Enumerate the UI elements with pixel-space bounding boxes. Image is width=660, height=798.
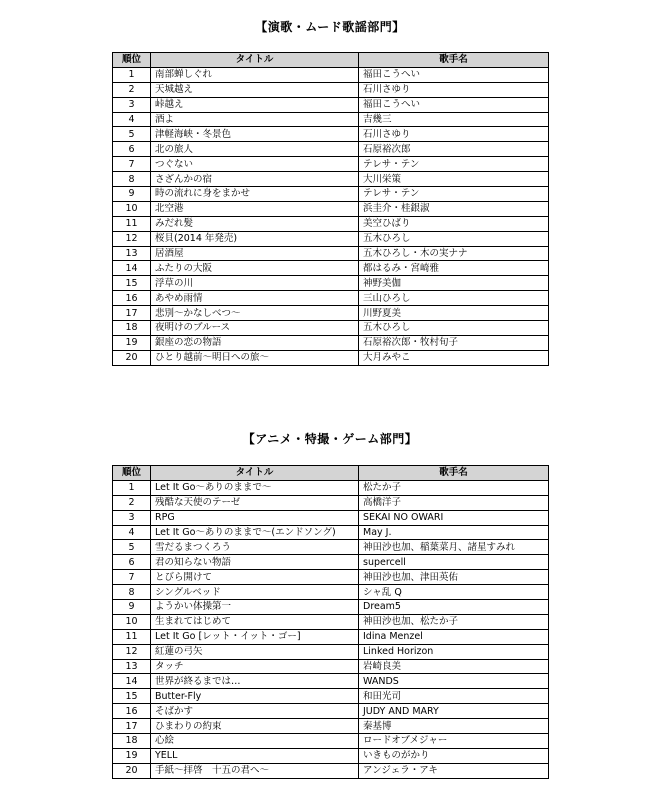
table-row: [113, 555, 549, 570]
song-title-cell: Butter-Fly: [151, 689, 359, 704]
song-title-cell: 残酷な天使のテーゼ: [151, 495, 359, 510]
song-title-cell: Let It Go～ありのままで～(エンドソング): [151, 525, 359, 540]
table-row: [113, 719, 549, 734]
song-title-cell: ひとり越前～明日への旅～: [151, 350, 359, 365]
artist-name-cell: 美空ひばり: [359, 216, 549, 231]
song-title-cell: ふたりの大阪: [151, 261, 359, 276]
artist-name-cell: 五木ひろし・木の実ナナ: [359, 246, 549, 261]
artist-name-cell: シャ乱 Q: [359, 585, 549, 600]
table-row: [113, 734, 549, 749]
header-title: タイトル: [151, 466, 359, 481]
artist-name-cell: 岩崎良美: [359, 659, 549, 674]
rank-cell: 7: [113, 570, 151, 585]
rank-cell: 16: [113, 704, 151, 719]
table-row: [113, 231, 549, 246]
artist-name-cell: 松たか子: [359, 480, 549, 495]
song-title-cell: タッチ: [151, 659, 359, 674]
table-row: [113, 495, 549, 510]
rank-cell: 10: [113, 614, 151, 629]
rank-cell: 15: [113, 276, 151, 291]
ranking-table-enka: [112, 52, 549, 366]
rank-cell: 9: [113, 600, 151, 615]
song-title-cell: 心絵: [151, 734, 359, 749]
table-row: [113, 276, 549, 291]
rank-cell: 17: [113, 719, 151, 734]
rank-cell: 13: [113, 246, 151, 261]
song-title-cell: そばかす: [151, 704, 359, 719]
table-row: [113, 97, 549, 112]
table-row: [113, 321, 549, 336]
table-row: [113, 689, 549, 704]
song-title-cell: とびら開けて: [151, 570, 359, 585]
header-rank: 順位: [113, 466, 151, 481]
artist-name-cell: Dream5: [359, 600, 549, 615]
rank-cell: 1: [113, 480, 151, 495]
rank-cell: 4: [113, 525, 151, 540]
artist-name-cell: 石原裕次郎: [359, 142, 549, 157]
rank-cell: 18: [113, 321, 151, 336]
rank-cell: 4: [113, 112, 151, 127]
rank-cell: 12: [113, 231, 151, 246]
artist-name-cell: 都はるみ・宮崎雅: [359, 261, 549, 276]
artist-name-cell: いきものがかり: [359, 748, 549, 763]
rank-cell: 13: [113, 659, 151, 674]
song-title-cell: つぐない: [151, 157, 359, 172]
song-title-cell: 酒よ: [151, 112, 359, 127]
artist-name-cell: テレサ・テン: [359, 157, 549, 172]
rank-cell: 3: [113, 97, 151, 112]
artist-name-cell: Idina Menzel: [359, 629, 549, 644]
header-artist: 歌手名: [359, 53, 549, 68]
song-title-cell: 生まれてはじめて: [151, 614, 359, 629]
artist-name-cell: 三山ひろし: [359, 291, 549, 306]
song-title-cell: 桜貝(2014 年発売): [151, 231, 359, 246]
artist-name-cell: 高橋洋子: [359, 495, 549, 510]
artist-name-cell: ロードオブメジャー: [359, 734, 549, 749]
table-row: [113, 644, 549, 659]
artist-name-cell: 石川さゆり: [359, 82, 549, 97]
artist-name-cell: 吉幾三: [359, 112, 549, 127]
table-row: [113, 600, 549, 615]
artist-name-cell: 大川栄策: [359, 172, 549, 187]
table-row: [113, 480, 549, 495]
table-header-row: [113, 466, 549, 481]
rank-cell: 6: [113, 142, 151, 157]
rank-cell: 20: [113, 350, 151, 365]
song-title-cell: 銀座の恋の物語: [151, 335, 359, 350]
song-title-cell: 天城越え: [151, 82, 359, 97]
artist-name-cell: May J.: [359, 525, 549, 540]
section-title-enka: 【演歌・ムード歌謡部門】: [255, 20, 405, 34]
table-row: [113, 674, 549, 689]
table-body-enka: [113, 67, 549, 365]
artist-name-cell: WANDS: [359, 674, 549, 689]
header-title: タイトル: [151, 53, 359, 68]
rank-cell: 20: [113, 763, 151, 778]
table-row: [113, 525, 549, 540]
table-row: [113, 172, 549, 187]
rank-cell: 6: [113, 555, 151, 570]
rank-cell: 2: [113, 495, 151, 510]
rank-cell: 17: [113, 306, 151, 321]
rank-cell: 1: [113, 67, 151, 82]
table-row: [113, 570, 549, 585]
rank-cell: 14: [113, 674, 151, 689]
song-title-cell: 北空港: [151, 201, 359, 216]
artist-name-cell: 福田こうへい: [359, 97, 549, 112]
table-row: [113, 763, 549, 778]
song-title-cell: 南部蝉しぐれ: [151, 67, 359, 82]
table-row: [113, 112, 549, 127]
artist-name-cell: supercell: [359, 555, 549, 570]
song-title-cell: ひまわりの約束: [151, 719, 359, 734]
rank-cell: 5: [113, 540, 151, 555]
song-title-cell: あやめ雨情: [151, 291, 359, 306]
song-title-cell: 雪だるまつくろう: [151, 540, 359, 555]
table-row: [113, 659, 549, 674]
table-row: [113, 142, 549, 157]
rank-cell: 14: [113, 261, 151, 276]
table-header-row: [113, 53, 549, 68]
artist-name-cell: 石川さゆり: [359, 127, 549, 142]
song-title-cell: さざんかの宿: [151, 172, 359, 187]
song-title-cell: 居酒屋: [151, 246, 359, 261]
song-title-cell: YELL: [151, 748, 359, 763]
table-row: [113, 614, 549, 629]
table-row: [113, 82, 549, 97]
rank-cell: 11: [113, 629, 151, 644]
table-row: [113, 704, 549, 719]
artist-name-cell: SEKAI NO OWARI: [359, 510, 549, 525]
artist-name-cell: 大月みやこ: [359, 350, 549, 365]
song-title-cell: 津軽海峡・冬景色: [151, 127, 359, 142]
artist-name-cell: 浜圭介・桂銀淑: [359, 201, 549, 216]
artist-name-cell: Linked Horizon: [359, 644, 549, 659]
rank-cell: 15: [113, 689, 151, 704]
ranking-table-anime: [112, 465, 549, 779]
rank-cell: 12: [113, 644, 151, 659]
rank-cell: 7: [113, 157, 151, 172]
artist-name-cell: テレサ・テン: [359, 187, 549, 202]
song-title-cell: 峠越え: [151, 97, 359, 112]
table-row: [113, 157, 549, 172]
song-title-cell: ようかい体操第一: [151, 600, 359, 615]
rank-cell: 16: [113, 291, 151, 306]
artist-name-cell: 川野夏美: [359, 306, 549, 321]
artist-name-cell: JUDY AND MARY: [359, 704, 549, 719]
artist-name-cell: 福田こうへい: [359, 67, 549, 82]
song-title-cell: シングルベッド: [151, 585, 359, 600]
song-title-cell: 世界が終るまでは…: [151, 674, 359, 689]
artist-name-cell: 和田光司: [359, 689, 549, 704]
rank-cell: 19: [113, 335, 151, 350]
rank-cell: 18: [113, 734, 151, 749]
table-row: [113, 291, 549, 306]
header-rank: 順位: [113, 53, 151, 68]
table-row: [113, 246, 549, 261]
rank-cell: 11: [113, 216, 151, 231]
table-row: [113, 335, 549, 350]
song-title-cell: みだれ髪: [151, 216, 359, 231]
song-title-cell: 浮草の川: [151, 276, 359, 291]
table-row: [113, 187, 549, 202]
table-row: [113, 67, 549, 82]
rank-cell: 3: [113, 510, 151, 525]
table-body-anime: [113, 480, 549, 778]
table-row: [113, 629, 549, 644]
table-row: [113, 261, 549, 276]
rank-cell: 5: [113, 127, 151, 142]
rank-cell: 19: [113, 748, 151, 763]
artist-name-cell: アンジェラ・アキ: [359, 763, 549, 778]
artist-name-cell: 秦基博: [359, 719, 549, 734]
rank-cell: 9: [113, 187, 151, 202]
table-row: [113, 201, 549, 216]
artist-name-cell: 石原裕次郎・牧村旬子: [359, 335, 549, 350]
table-row: [113, 127, 549, 142]
song-title-cell: Let It Go [レット・イット・ゴー]: [151, 629, 359, 644]
rank-cell: 10: [113, 201, 151, 216]
song-title-cell: 悲別～かなしべつ～: [151, 306, 359, 321]
table-row: [113, 540, 549, 555]
artist-name-cell: 神田沙也加、稲葉菜月、諸星すみれ: [359, 540, 549, 555]
artist-name-cell: 五木ひろし: [359, 321, 549, 336]
song-title-cell: Let It Go～ありのままで～: [151, 480, 359, 495]
rank-cell: 8: [113, 585, 151, 600]
header-artist: 歌手名: [359, 466, 549, 481]
rank-cell: 8: [113, 172, 151, 187]
song-title-cell: 北の旅人: [151, 142, 359, 157]
song-title-cell: 手紙～拝啓 十五の君へ～: [151, 763, 359, 778]
table-row: [113, 350, 549, 365]
song-title-cell: 夜明けのブルース: [151, 321, 359, 336]
song-title-cell: 紅蓮の弓矢: [151, 644, 359, 659]
song-title-cell: RPG: [151, 510, 359, 525]
song-title-cell: 君の知らない物語: [151, 555, 359, 570]
song-title-cell: 時の流れに身をまかせ: [151, 187, 359, 202]
artist-name-cell: 神田沙也加、松たか子: [359, 614, 549, 629]
rank-cell: 2: [113, 82, 151, 97]
artist-name-cell: 五木ひろし: [359, 231, 549, 246]
table-row: [113, 585, 549, 600]
table-row: [113, 510, 549, 525]
table-row: [113, 306, 549, 321]
table-row: [113, 216, 549, 231]
table-row: [113, 748, 549, 763]
artist-name-cell: 神野美伽: [359, 276, 549, 291]
artist-name-cell: 神田沙也加、津田英佑: [359, 570, 549, 585]
section-title-anime: 【アニメ・特撮・ゲーム部門】: [242, 432, 418, 446]
